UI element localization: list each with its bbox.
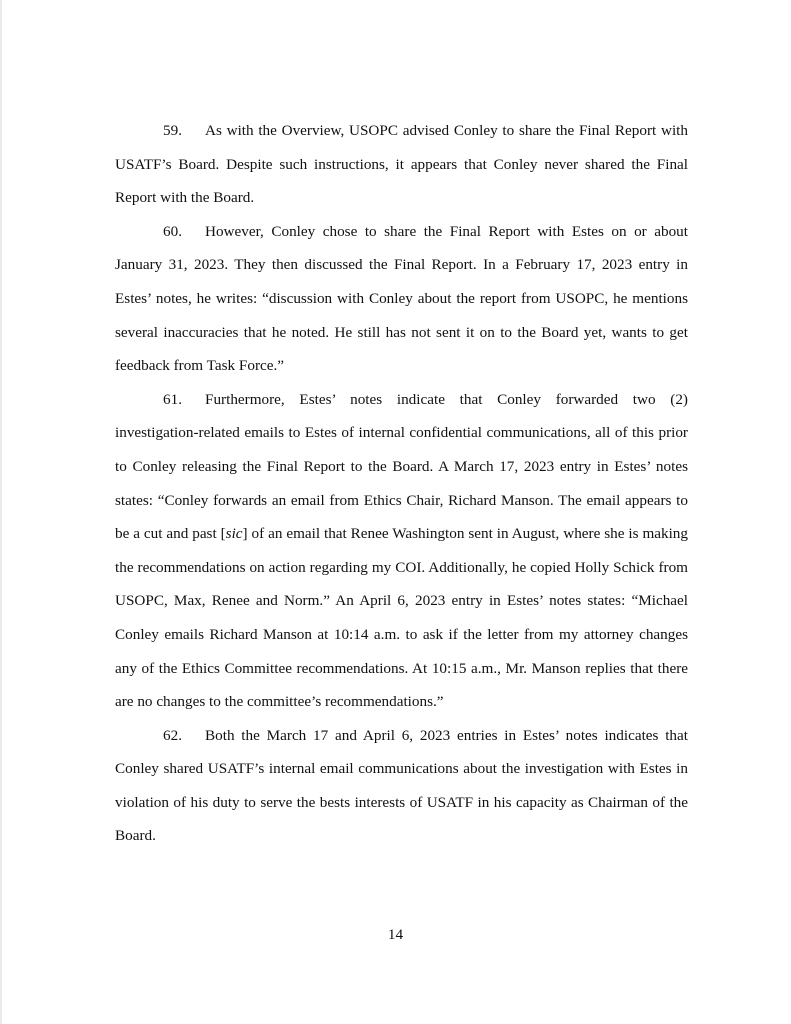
paragraph-number: 61. — [163, 390, 182, 408]
paragraph-61 — [115, 383, 688, 719]
page-number: 14 — [387, 926, 404, 943]
paragraph-number: 59. — [163, 122, 182, 139]
paragraph-59 — [115, 114, 688, 215]
paragraph-number: 60. — [163, 222, 182, 240]
paragraph-60 — [115, 215, 688, 383]
document-body — [115, 114, 688, 853]
sic-italic: sic — [225, 525, 243, 543]
paragraph-text: Both the March 17 and April 6, 2023 entries in Estes’ notes indicates that Conley shared USATF’s internal email communications about the investigation with Estes in violation of his duty to serve the bests interests of USATF in his capacity as Chairman of the Board. — [115, 726, 688, 845]
paragraph-number: 62. — [163, 726, 182, 744]
paragraph-62 — [115, 719, 688, 853]
paragraph-text: Furthermore, Estes’ notes indicate that Conley forwarded two (2) investigation-related emails to Estes of internal confidential communications, all of this prior to Conley releasing the Final Report to the Board. A March 17, 2023 entry in Estes’ notes states: “Conley forwards an email from Ethics Chair, Richard Manson. The email appears to be a cut and past [ — [115, 390, 688, 543]
paragraph-text: As with the Overview, USOPC advised Conley to share the Final Report with USATF’s Board. Despite such instructions, it appears that Conley never shared the Final Report with the Board. — [115, 122, 688, 207]
scan-edge — [0, 0, 2, 1024]
paragraph-text-continued: ] of an email that Renee Washington sent in August, where she is making the recommendations on action regarding my COI. Additionally, he copied Holly Schick from USOPC, Max, Renee and Norm.” An April 6, 2023 entry in Estes’ notes states: “Michael Conley emails Richard Manson at 10:14 a.m. to ask if the letter from my attorney changes any of the Ethics Committee recommendations. At 10:15 a.m., Mr. Manson replies that there are no changes to the committee’s recommendations.” — [115, 525, 688, 711]
paragraph-text: However, Conley chose to share the Final Report with Estes on or about January 31, 2023. They then discussed the Final Report. In a February 17, 2023 entry in Estes’ notes, he writes: “discussion with Conley about the report from USOPC, he mentions several inaccuracies that he noted. He still has not sent it on to the Board yet, wants to get feedback from Task Force.” — [115, 222, 688, 375]
